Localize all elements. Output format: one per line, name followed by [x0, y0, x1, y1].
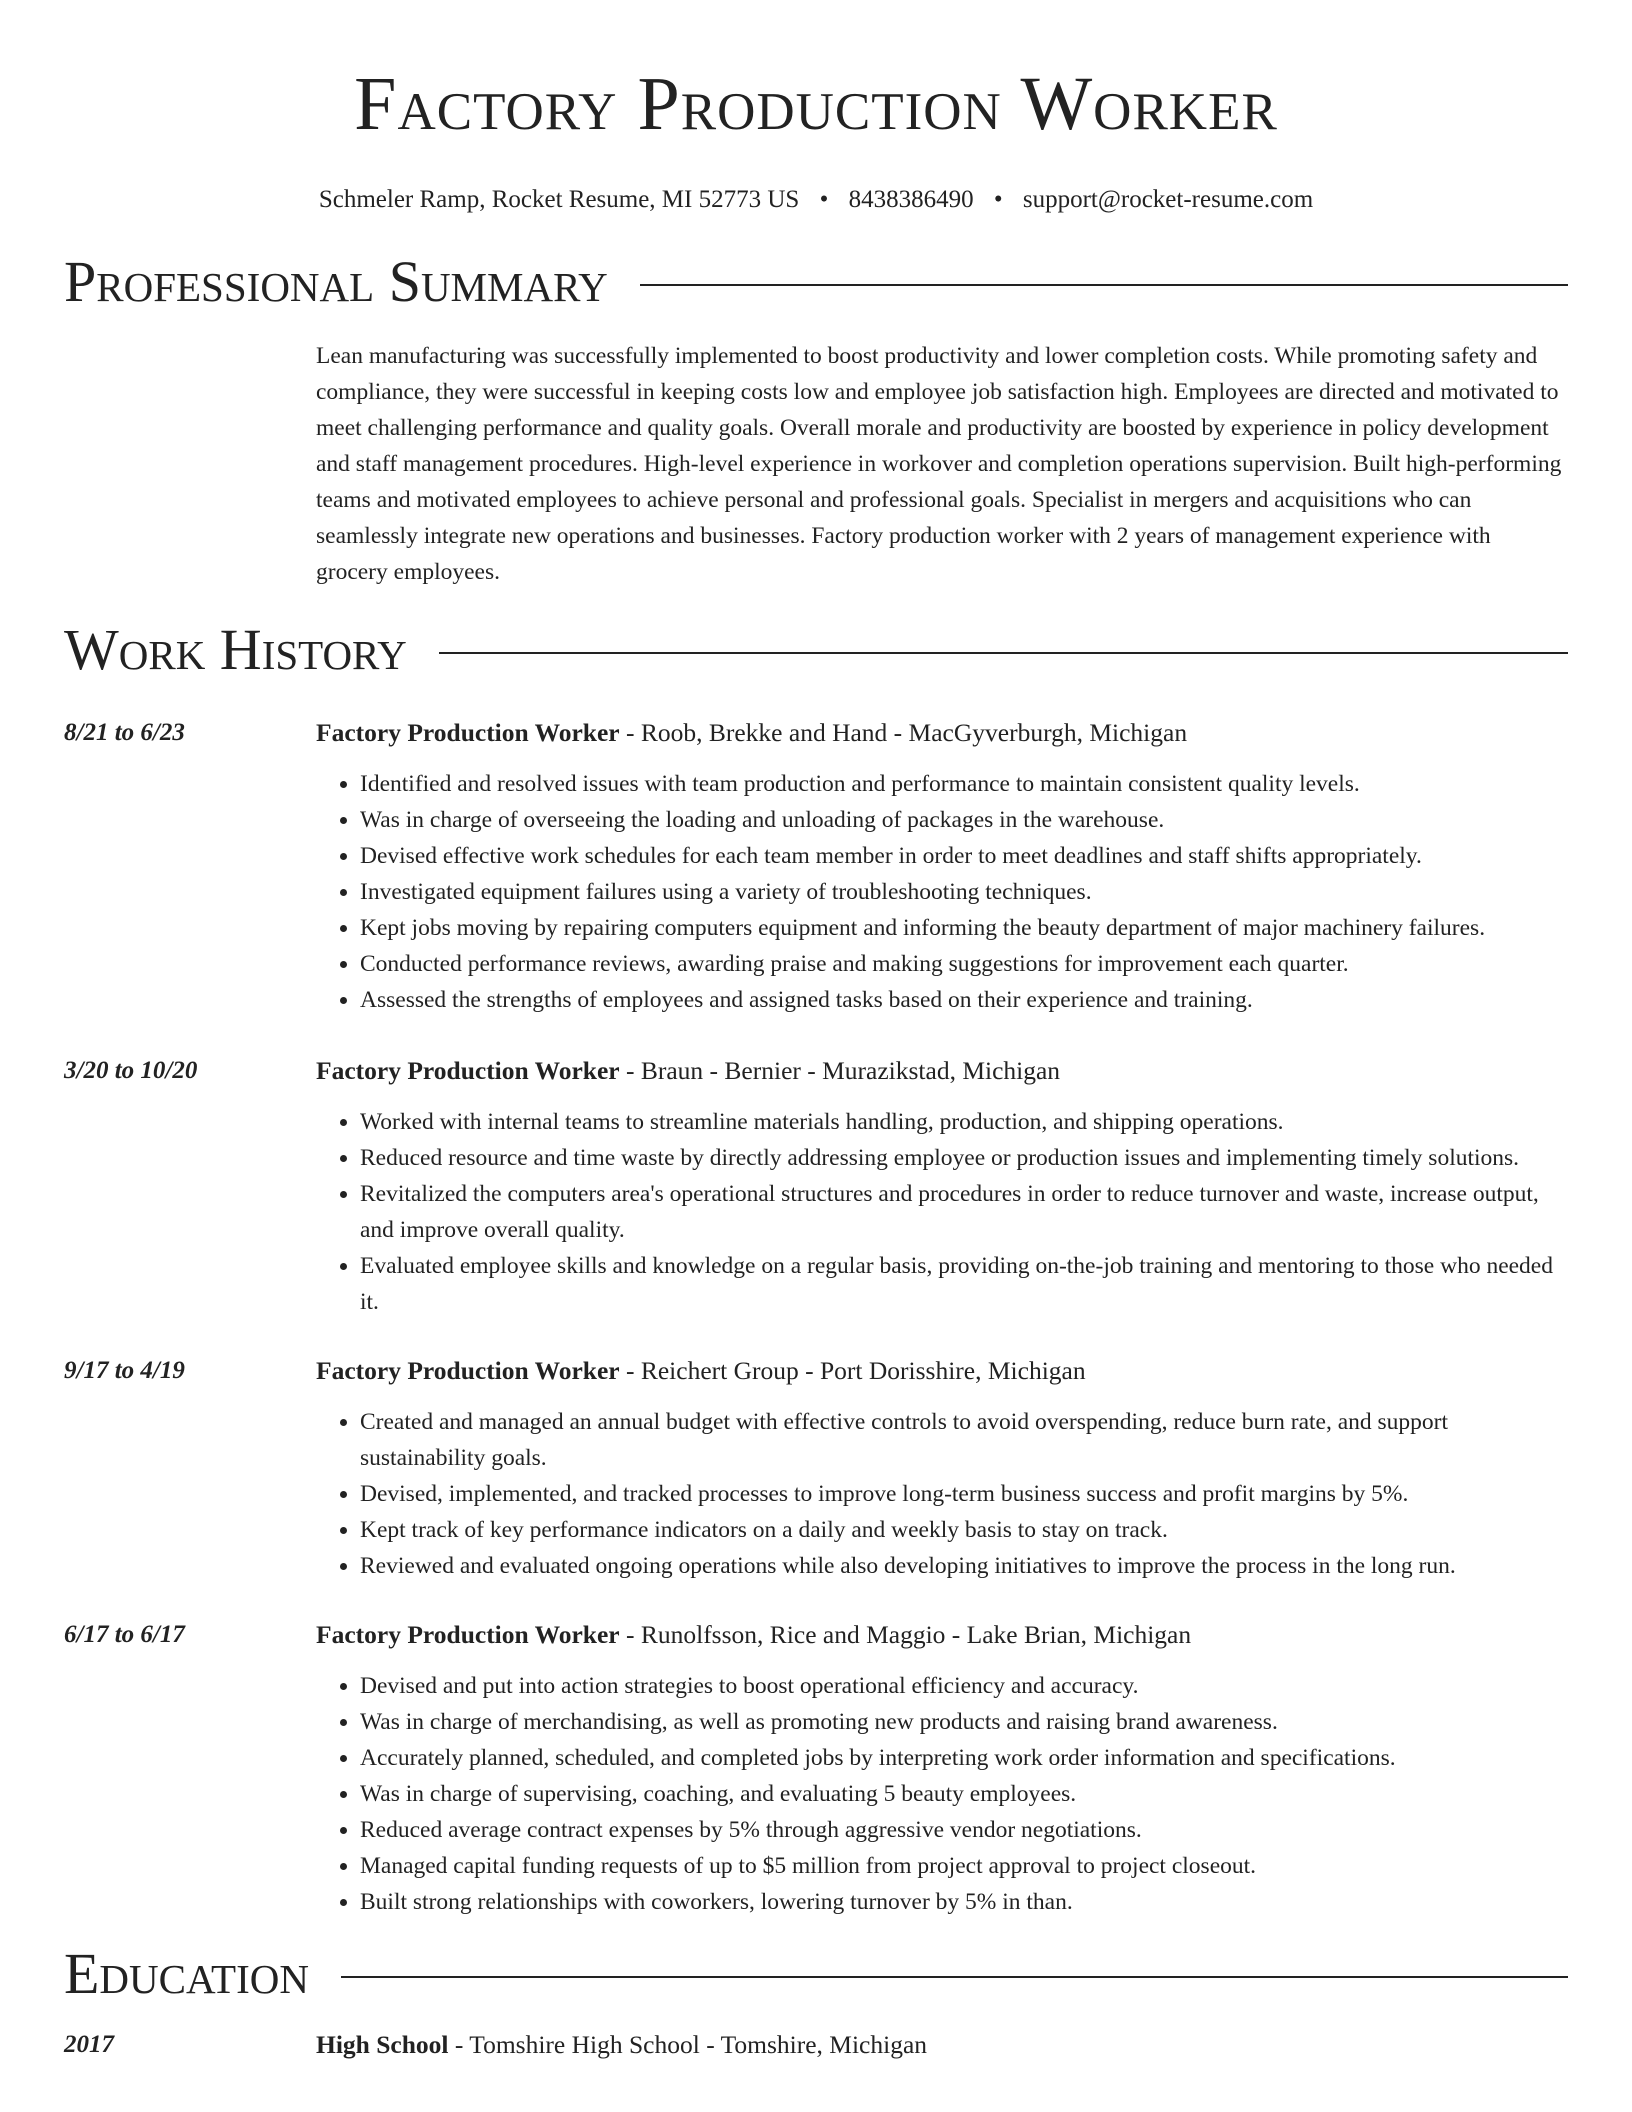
job-employer-location: - Reichert Group - Port Dorisshire, Michigan [619, 1356, 1086, 1385]
job-entry [64, 716, 1568, 1018]
job-title: Factory Production Worker [316, 1620, 620, 1649]
education-date: 2017 [64, 2031, 114, 2058]
job-bullet: • Accurately planned, scheduled, and completed jobs by interpreting work order information and specifications. [360, 1740, 1568, 1776]
contact-separator: • [819, 186, 829, 213]
work-section-header [64, 618, 1568, 682]
degree: High School [316, 2030, 449, 2059]
summary-text: Lean manufacturing was successfully implemented to boost productivity and lower completion costs. While promoting safety and compliance, they were successful in keeping costs low and employee job satisfaction high. Employees are directed and motivated to meet challenging performance and quality goals. Overall morale and productivity are boosted by experience in policy development and staff management procedures. High-level experience in workover and completion operations supervision. Built high-performing teams and motivated employees to achieve personal and professional goals. Specialist in mergers and acquisitions who can seamlessly integrate new operations and businesses. Factory production worker with 2 years of management experience with grocery employees. [316, 343, 1562, 585]
job-bullet: • Managed capital funding requests of up to $5 million from project approval to project closeout. [360, 1848, 1568, 1884]
job-title-line [316, 1354, 1568, 1388]
job-bullet: • Investigated equipment failures using a variety of troubleshooting techniques. [360, 874, 1568, 910]
summary-heading: Professional Summary [64, 249, 608, 314]
job-bullet: • Worked with internal teams to streamline materials handling, production, and shipping operations. [360, 1104, 1568, 1140]
contact-separator: • [993, 186, 1003, 213]
job-dates: 3/20 to 10/20 [64, 1057, 198, 1084]
job-title: Factory Production Worker [316, 1056, 620, 1085]
job-dates: 6/17 to 6/17 [64, 1621, 185, 1648]
job-entry [64, 1054, 1568, 1320]
job-bullet: • Built strong relationships with coworkers, lowering turnover by 5% in than. [360, 1884, 1568, 1920]
job-bullet: • Reduced average contract expenses by 5% through aggressive vendor negotiations. [360, 1812, 1568, 1848]
job-bullet: • Kept jobs moving by repairing computers equipment and informing the beauty department of major machinery failures. [360, 910, 1568, 946]
job-bullets [316, 1104, 1568, 1320]
job-body [316, 1054, 1568, 1320]
job-bullets [316, 1668, 1568, 1920]
job-bullet: • Kept track of key performance indicators on a daily and weekly basis to stay on track. [360, 1512, 1568, 1548]
education-section-header [64, 1942, 1568, 2006]
job-bullet: • Identified and resolved issues with team production and performance to maintain consistent quality levels. [360, 766, 1568, 802]
summary-section-header [64, 250, 1568, 314]
job-title-line [316, 1618, 1568, 1652]
job-dates: 8/21 to 6/23 [64, 719, 185, 746]
phone: 8438386490 [848, 186, 974, 213]
job-body [316, 1354, 1568, 1584]
job-title-line [316, 1054, 1568, 1088]
job-bullet: • Assessed the strengths of employees and assigned tasks based on their experience and training. [360, 982, 1568, 1018]
job-bullet: • Reviewed and evaluated ongoing operations while also developing initiatives to improve the process in the long run. [360, 1548, 1568, 1584]
job-bullets [316, 1404, 1568, 1584]
job-employer-location: - Braun - Bernier - Murazikstad, Michigan [619, 1056, 1061, 1085]
job-bullet: • Conducted performance reviews, awarding praise and making suggestions for improvement each quarter. [360, 946, 1568, 982]
job-bullet: • Devised effective work schedules for each team member in order to meet deadlines and staff shifts appropriately. [360, 838, 1568, 874]
job-employer-location: - Runolfsson, Rice and Maggio - Lake Brian, Michigan [619, 1620, 1192, 1649]
candidate-name: Factory Production Worker [354, 62, 1278, 146]
job-bullet: • Devised, implemented, and tracked processes to improve long-term business success and profit margins by 5%. [360, 1476, 1568, 1512]
job-bullet: • Evaluated employee skills and knowledge on a regular basis, providing on-the-job training and mentoring to those who needed it. [360, 1248, 1568, 1320]
job-bullet: • Was in charge of merchandising, as well as promoting new products and raising brand awareness. [360, 1704, 1568, 1740]
section-divider [439, 652, 1568, 654]
job-bullet: • Was in charge of overseeing the loading and unloading of packages in the warehouse. [360, 802, 1568, 838]
section-divider [341, 1976, 1568, 1978]
education-entry [64, 2028, 1568, 2062]
job-body [316, 716, 1568, 1018]
work-history-list [0, 716, 1632, 1920]
job-bullet: • Revitalized the computers area's operational structures and procedures in order to reduce turnover and waste, increase output, and improve overall quality. [360, 1176, 1568, 1248]
education-heading: Education [64, 1941, 309, 2006]
education-list [0, 2028, 1632, 2062]
job-bullet: • Devised and put into action strategies to boost operational efficiency and accuracy. [360, 1668, 1568, 1704]
job-entry [64, 1354, 1568, 1584]
job-dates: 9/17 to 4/19 [64, 1357, 185, 1384]
job-title: Factory Production Worker [316, 1356, 620, 1385]
work-heading: Work History [64, 617, 407, 682]
job-title-line [316, 716, 1568, 750]
job-employer-location: - Roob, Brekke and Hand - MacGyverburgh, Michigan [619, 718, 1188, 747]
email: support@rocket-resume.com [1022, 186, 1314, 213]
address: Schmeler Ramp, Rocket Resume, MI 52773 US [318, 186, 800, 213]
job-title: Factory Production Worker [316, 718, 620, 747]
job-bullets [316, 766, 1568, 1018]
job-bullet: • Created and managed an annual budget with effective controls to avoid overspending, reduce burn rate, and support sustainability goals. [360, 1404, 1568, 1476]
job-body [316, 1618, 1568, 1920]
section-divider [640, 284, 1568, 286]
school-location: - Tomshire High School - Tomshire, Michigan [448, 2030, 928, 2059]
job-entry [64, 1618, 1568, 1920]
education-title-line [316, 2028, 927, 2062]
contact-line [0, 184, 1632, 216]
job-bullet: • Reduced resource and time waste by directly addressing employee or production issues and implementing timely solutions. [360, 1140, 1568, 1176]
job-bullet: • Was in charge of supervising, coaching, and evaluating 5 beauty employees. [360, 1776, 1568, 1812]
